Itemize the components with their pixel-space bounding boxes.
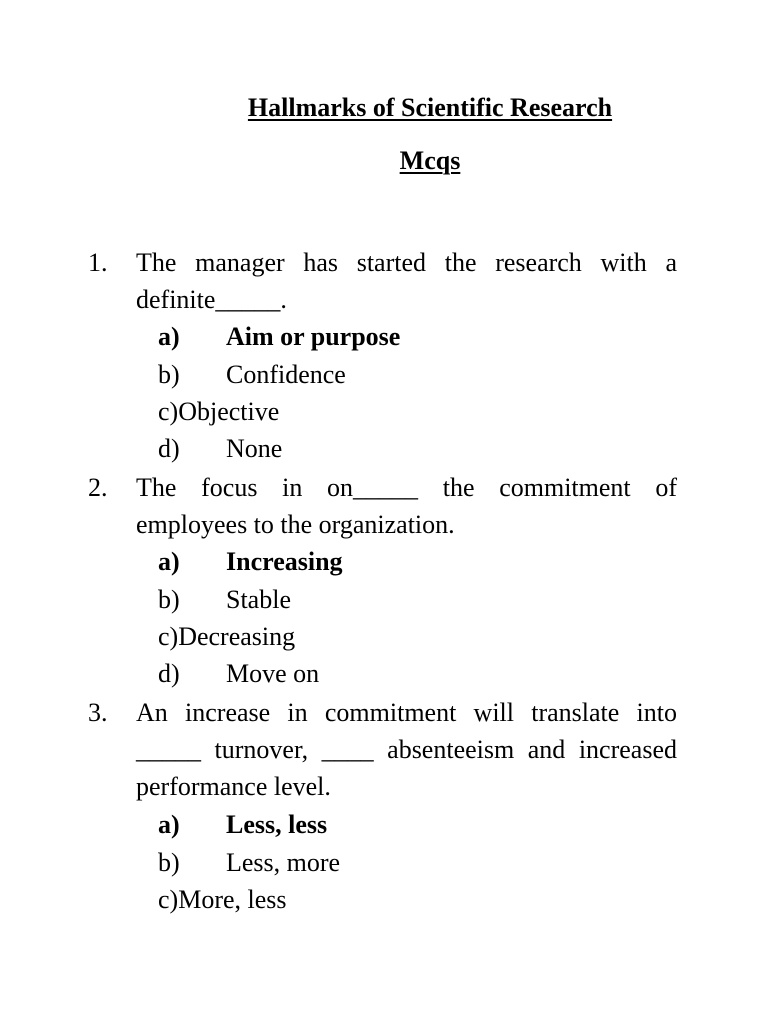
option-b [158,356,346,393]
option-text: Aim or purpose [226,322,401,351]
question-text: An increase in commitment will translate into _____ turnover, ____ absenteeism and increased performance level. [136,698,677,801]
option-text: Less, less [226,810,328,839]
question-text: The manager has started the research with a definite_____. [136,248,677,314]
option-text: None [226,434,283,463]
option-text: More, less [178,885,287,914]
option-b [158,581,291,618]
option-c [158,618,295,655]
option-label: c) [158,397,179,426]
option-text: Stable [226,585,291,614]
question-number: 3. [88,698,108,727]
option-label: b) [158,848,180,877]
option-label: d) [158,659,180,688]
option-a-correct [158,806,327,843]
question-text: The focus in on_____ the commitment of employees to the organization. [136,473,677,539]
option-text: Less, more [226,848,341,877]
option-c [158,881,287,918]
option-text: Objective [178,397,280,426]
option-label: b) [158,360,180,389]
option-label: c) [158,622,179,651]
option-a-correct [158,543,343,580]
option-a-correct [158,318,400,355]
option-label: a) [158,322,180,351]
option-text: Decreasing [178,622,296,651]
option-label: a) [158,810,180,839]
option-d [158,430,282,467]
document-subtitle: Mcqs [399,146,461,175]
option-text: Confidence [226,360,346,389]
option-label: d) [158,434,180,463]
option-label: b) [158,585,180,614]
question-number: 1. [88,248,108,277]
option-b [158,844,340,881]
option-text: Move on [226,659,320,688]
option-label: a) [158,547,180,576]
option-d [158,655,319,692]
question-number: 2. [88,473,108,502]
option-c [158,393,279,430]
document-title: Hallmarks of Scientific Research [247,93,613,122]
option-text: Increasing [226,547,343,576]
option-label: c) [158,885,179,914]
